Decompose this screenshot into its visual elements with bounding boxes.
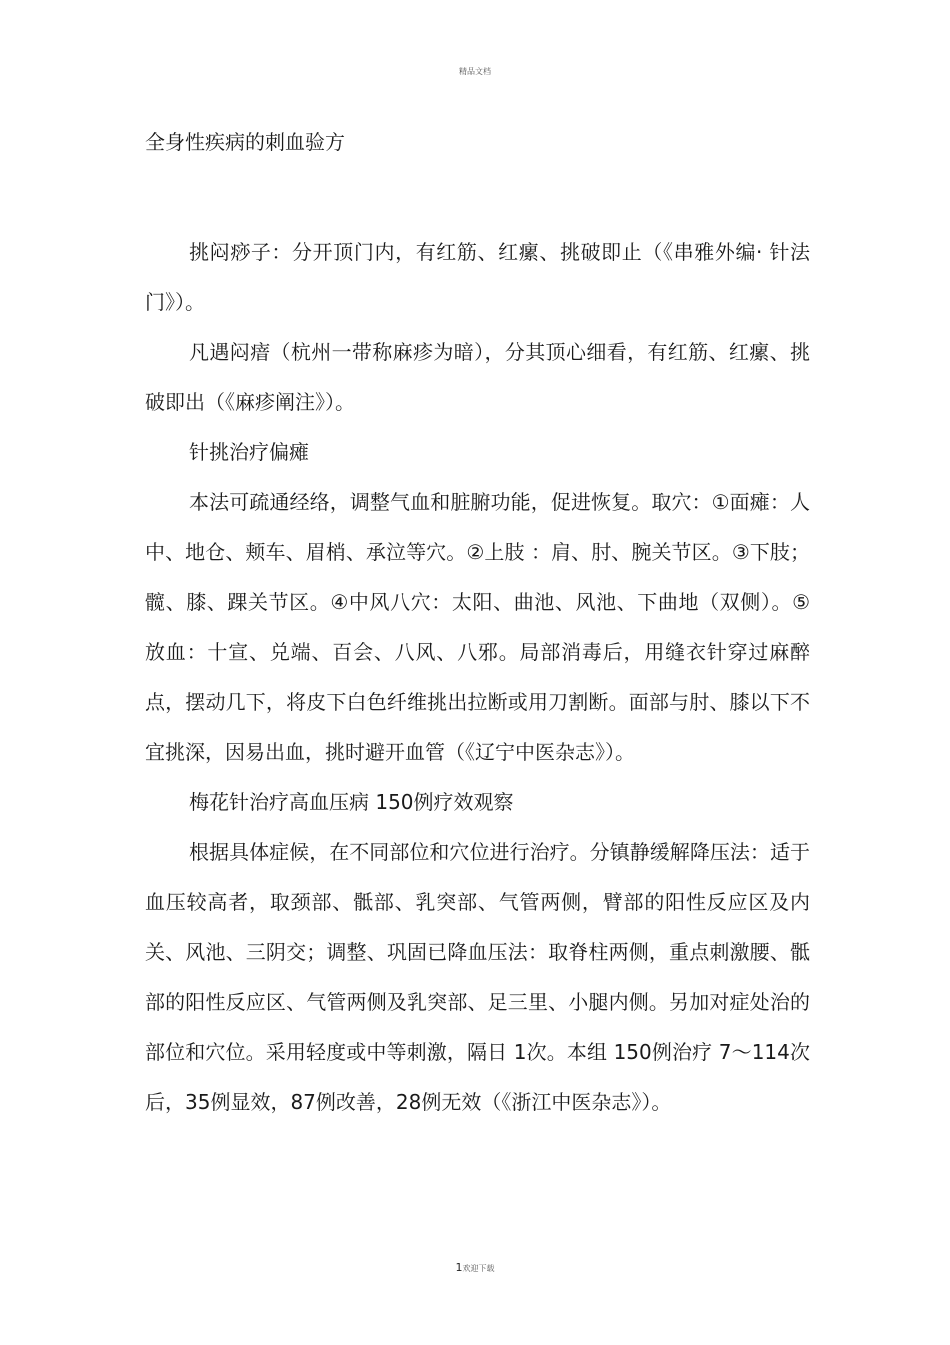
section-heading: 针挑治疗偏瘫 xyxy=(189,440,309,464)
paragraph: 根据具体症候，在不同部位和穴位进行治疗。分镇静缓解降压法：适于血压较高者，取颈部、骶部、乳突部、气管两侧，臂部的阳性反应区及内关、风池、三阴交；调整、巩固已降血压法：取脊柱两侧，重点刺激腰、骶部的阳性反应区、气管两侧及乳突部、足三里、小腿内侧。另加对症处治的部位和穴位。采用轻度或中等刺激，隔日 1次。本组 150例治疗 7～114次后，35例显效，87例改善，28例无效（《浙江中医杂志》）。 xyxy=(145,840,810,1114)
page-footer xyxy=(0,1261,950,1274)
paragraph: 凡遇闷瘖（杭州一带称麻疹为暗），分其顶心细看，有红筋、红瘰、挑破即出（《麻疹阐注》）。 xyxy=(145,340,810,414)
document-title: 全身性疾病的刺血验方 xyxy=(145,130,345,154)
paragraph: 本法可疏通经络，调整气血和脏腑功能，促进恢复。取穴：①面瘫：人中、地仓、颊车、眉梢、承泣等穴。②上肢 ：肩、肘、腕关节区。③下肢；髋、膝、踝关节区。④中风八穴：太阳、曲池、风池、下曲地（双侧）。⑤放血：十宣、兑端、百会、八风、八邪。局部消毒后，用缝衣针穿过麻醉点，摆动几下，将皮下白色纤维挑出拉断或用刀割断。面部与肘、膝以下不宜挑深，因易出血，挑时避开血管（《辽宁中医杂志》）。 xyxy=(145,490,810,764)
footer-text: 欢迎下载 xyxy=(462,1264,495,1273)
page-number: 1 xyxy=(455,1261,463,1274)
document-body xyxy=(145,227,810,1127)
section-heading: 梅花针治疗高血压病 150例疗效观察 xyxy=(189,790,514,814)
paragraph: 挑闷痧子：分开顶门内，有红筋、红瘰、挑破即止（《串雅外编· 针法门》）。 xyxy=(145,240,810,314)
header-mark: 精品文档 xyxy=(459,67,491,76)
